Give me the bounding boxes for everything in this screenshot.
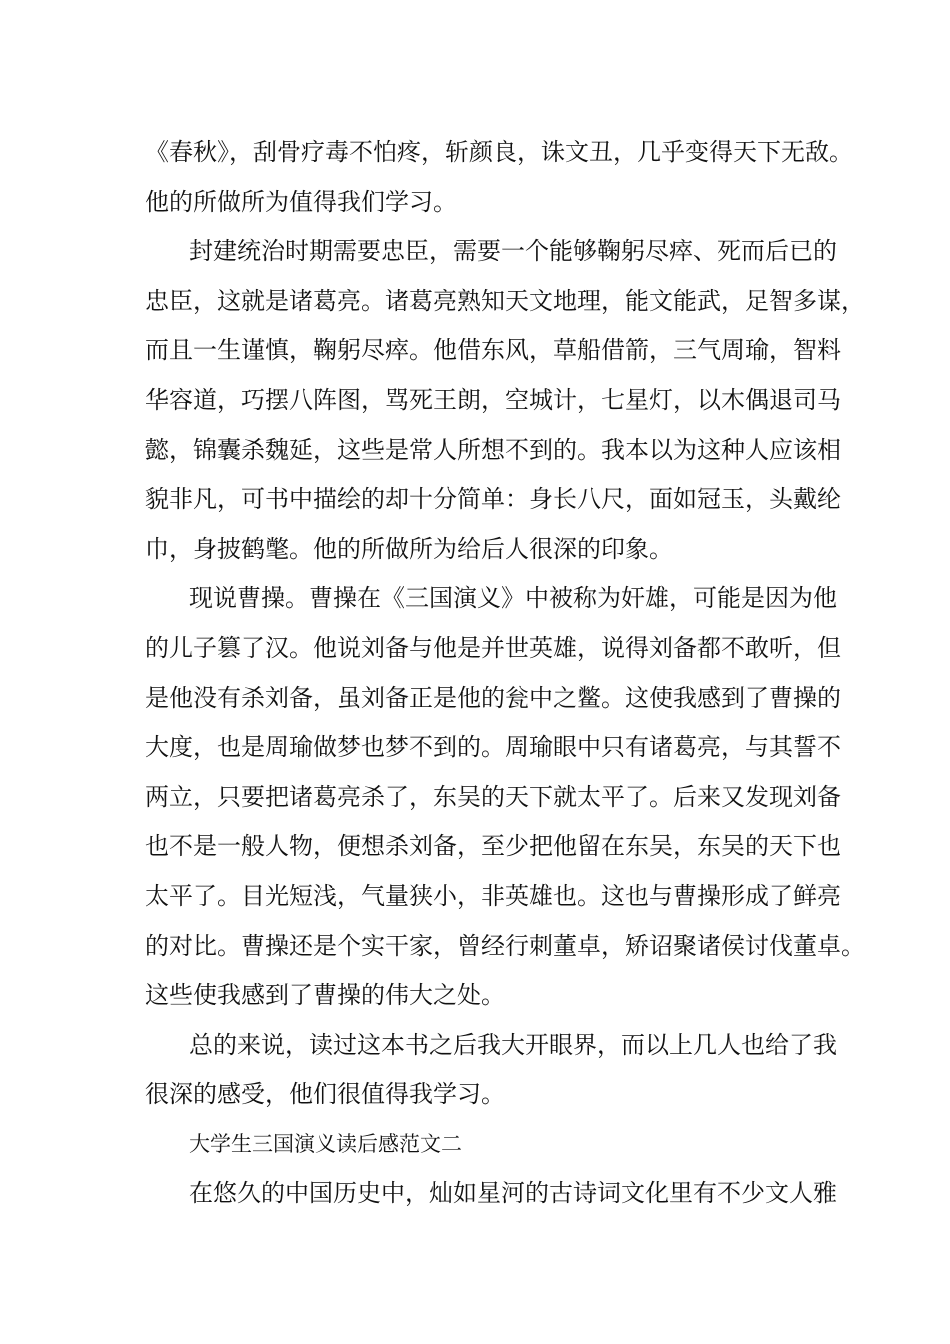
text-line: 《春秋》，刮骨疗毒不怕疼，斩颜良，诛文丑，几乎变得天下无敌。: [145, 138, 853, 166]
text-line: 巾，身披鹤氅。他的所做所为给后人很深的印象。: [145, 534, 673, 563]
text-line: 也不是一般人物，便想杀刘备，至少把他留在东吴，东吴的天下也: [145, 832, 841, 861]
paragraph-start-line: 在悠久的中国历史中，灿如星河的古诗词文化里有不少文人雅: [189, 1179, 837, 1208]
text-line: 是他没有杀刘备，虽刘备正是他的瓮中之鳖。这使我感到了曹操的: [145, 683, 841, 712]
text-line: 大度，也是周瑜做梦也梦不到的。周瑜眼中只有诸葛亮，与其誓不: [145, 733, 841, 762]
text-line: 忠臣，这就是诸葛亮。诸葛亮熟知天文地理，能文能武，足智多谋，: [145, 286, 865, 315]
text-line: 两立，只要把诸葛亮杀了，东吴的天下就太平了。后来又发现刘备: [145, 782, 841, 811]
text-line: 的儿子篡了汉。他说刘备与他是并世英雄，说得刘备都不敢听，但: [145, 633, 841, 662]
text-line: 的对比。曹操还是个实干家，曾经行刺董卓，矫诏聚诸侯讨伐董卓。: [145, 931, 865, 960]
text-line: 他的所做所为值得我们学习。: [145, 187, 457, 216]
text-line: 这些使我感到了曹操的伟大之处。: [145, 981, 505, 1010]
text-line: 很深的感受，他们很值得我学习。: [145, 1080, 505, 1109]
body-text: [145, 128, 865, 1219]
paragraph-start-line: 总的来说，读过这本书之后我大开眼界，而以上几人也给了我: [189, 1030, 837, 1059]
section-heading: 大学生三国演义读后感范文二: [189, 1131, 462, 1156]
paragraph-start-line: 封建统治时期需要忠臣，需要一个能够鞠躬尽瘁、死而后已的: [189, 237, 837, 266]
paragraph-start-line: 现说曹操。曹操在《三国演义》中被称为奸雄，可能是因为他: [189, 584, 837, 613]
text-line: 华容道，巧摆八阵图，骂死王朗，空城计，七星灯，以木偶退司马: [145, 385, 841, 414]
text-line: 貌非凡，可书中描绘的却十分简单：身长八尺，面如冠玉，头戴纶: [145, 485, 841, 514]
text-line: 太平了。目光短浅，气量狭小，非英雄也。这也与曹操形成了鲜亮: [145, 881, 841, 910]
text-line: 懿，锦囊杀魏延，这些是常人所想不到的。我本以为这种人应该相: [145, 435, 841, 464]
text-line: 而且一生谨慎，鞠躬尽瘁。他借东风，草船借箭，三气周瑜，智料: [145, 336, 841, 365]
